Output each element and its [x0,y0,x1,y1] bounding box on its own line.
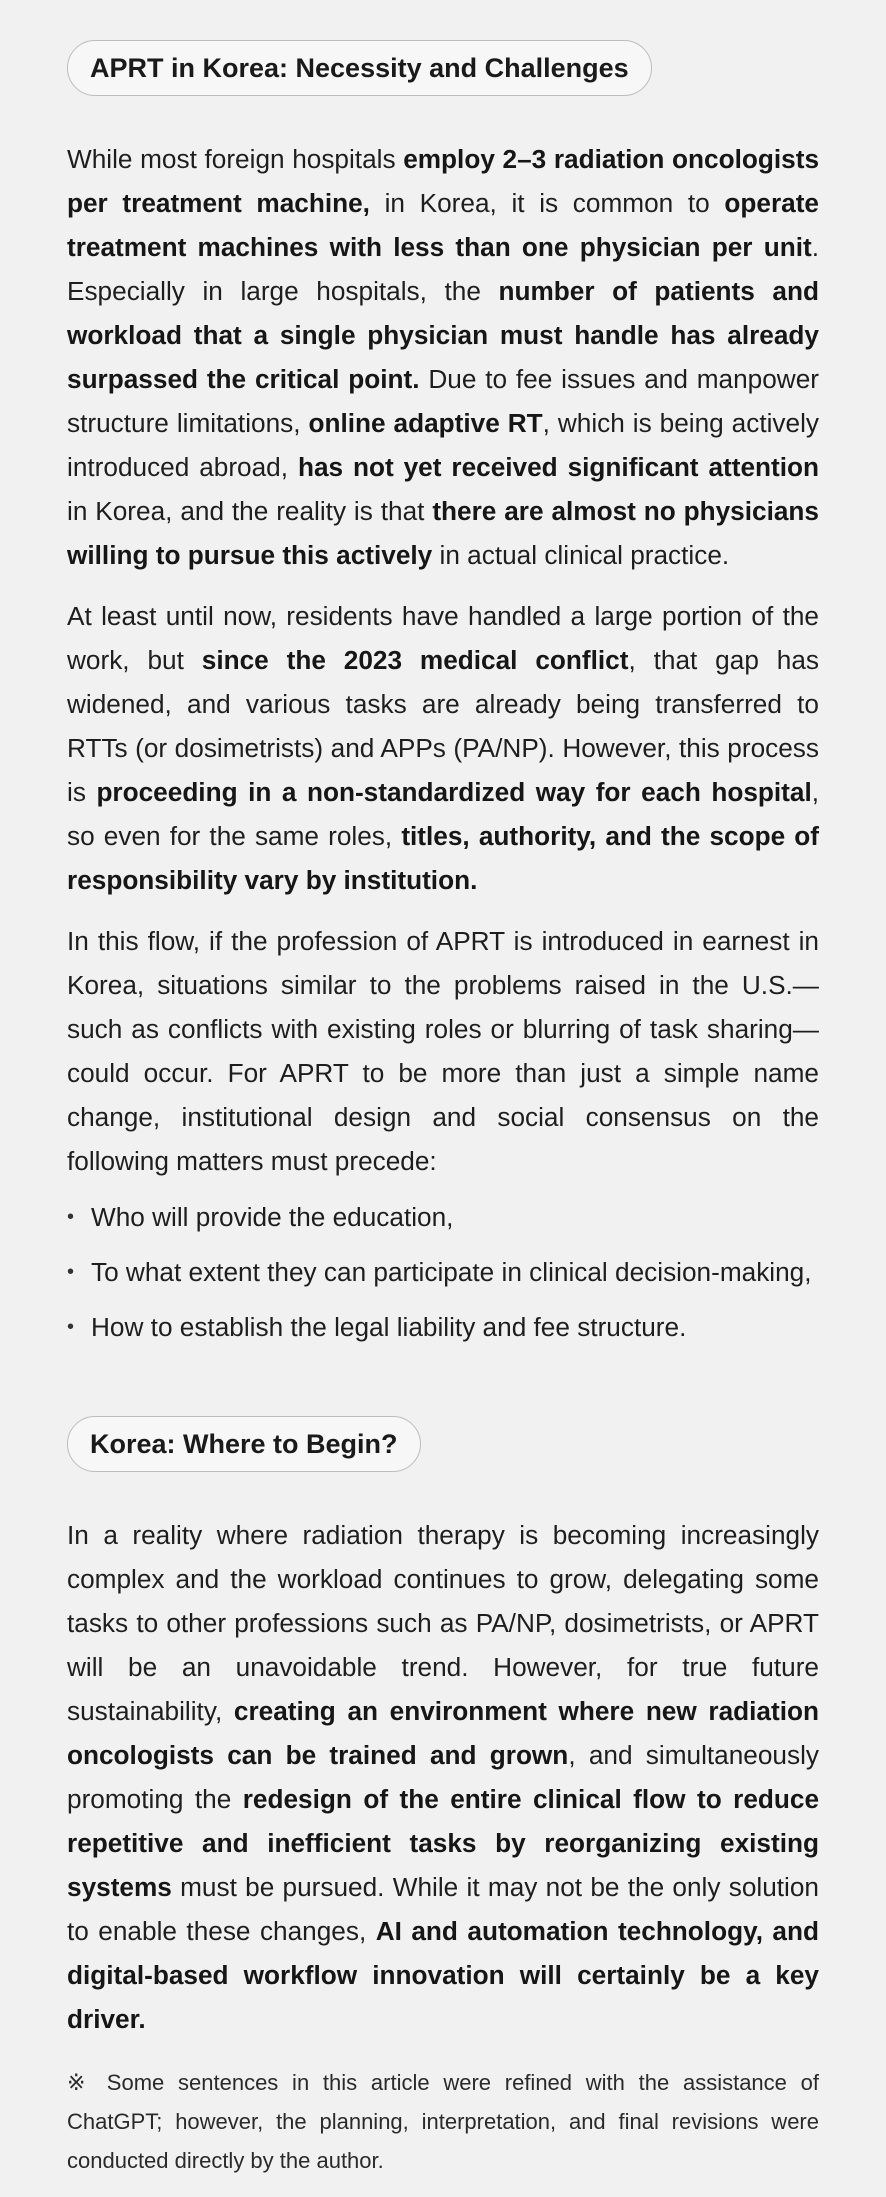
body-text: , that gap has widened, and various tasks are already being transferred to RTTs (or dosimetrists) and APPs (PA/NP). However, this process is [67,645,819,807]
bullet-list [67,1195,819,1349]
body-text: At least until now, residents have handled a large portion of the work, but [67,601,819,675]
footnote: ※ Some sentences in this article were refined with the assistance of ChatGPT; however, the planning, interpretation, and final revisions were conducted directly by the author. [67,2070,819,2173]
body-text: in Korea, it is common to [369,188,725,218]
emphasis-text: since the 2023 medical conflict [201,645,629,675]
body-text: In a reality where radiation therapy is becoming increasingly complex and the workload continues to grow, delegating some tasks to other professions such as PA/NP, dosimetrists, or APRT will be an unavoidable trend. However, for true future sustainability, [67,1520,819,1726]
section-heading-where-to-begin: Korea: Where to Begin? [67,1416,421,1472]
body-text: While most foreign hospitals [67,144,404,174]
bullet-dot-icon: • [67,1316,75,1338]
emphasis-text: there are almost no physicians willing to pursue this actively [67,496,819,570]
emphasis-text: AI and automation technology, and digital-based workflow innovation will certainly be a key driver. [67,1916,819,2034]
body-text: . Especially in large hospitals, the [67,232,819,306]
paragraph-1 [67,137,819,577]
body-text: , and simultaneously promoting the [67,1740,819,1814]
body-text: Due to fee issues and manpower structure limitations, [67,364,819,438]
body-text: in actual clinical practice. [432,540,730,570]
emphasis-text: online adaptive RT [308,408,543,438]
body-text: in Korea, and the reality is that [67,496,433,526]
bullet-dot-icon: • [67,1261,75,1283]
emphasis-text: creating an environment where new radiation oncologists can be trained and grown [67,1696,819,1770]
paragraph-3 [67,919,819,1183]
body-text: In this flow, if the profession of APRT is introduced in earnest in Korea, situations similar to the problems raised in the U.S.—such as conflicts with existing roles or blurring of task sharing—could occur. For APRT to be more than just a simple name change, institutional design and social consensus on the following matters must precede: [67,926,819,1176]
body-text: , so even for the same roles, [67,777,819,851]
list-item: • To what extent they can participate in clinical decision-making, [67,1250,819,1294]
section-heading-aprt-korea: APRT in Korea: Necessity and Challenges [67,40,652,96]
paragraph-2 [67,594,819,902]
emphasis-text: number of patients and workload that a single physician must handle has already surpassed the critical point. [67,276,819,394]
emphasis-text: proceeding in a non-standardized way for each hospital [96,777,812,807]
body-text: must be pursued. While it may not be the only solution to enable these changes, [67,1872,819,1946]
emphasis-text: employ 2–3 radiation oncologists per treatment machine, [67,144,820,218]
emphasis-text: titles, authority, and the scope of responsibility vary by institution. [67,821,819,895]
list-item: • Who will provide the education, [67,1195,819,1239]
body-text: , which is being actively introduced abroad, [67,408,820,482]
emphasis-text: has not yet received significant attention [297,452,820,482]
emphasis-text: operate treatment machines with less than one physician per unit [67,188,819,262]
list-item: • How to establish the legal liability and fee structure. [67,1305,819,1349]
paragraph-4 [67,1513,819,2041]
emphasis-text: redesign of the entire clinical flow to reduce repetitive and inefficient tasks by reorganizing existing systems [67,1784,820,1902]
bullet-dot-icon: • [67,1206,75,1228]
